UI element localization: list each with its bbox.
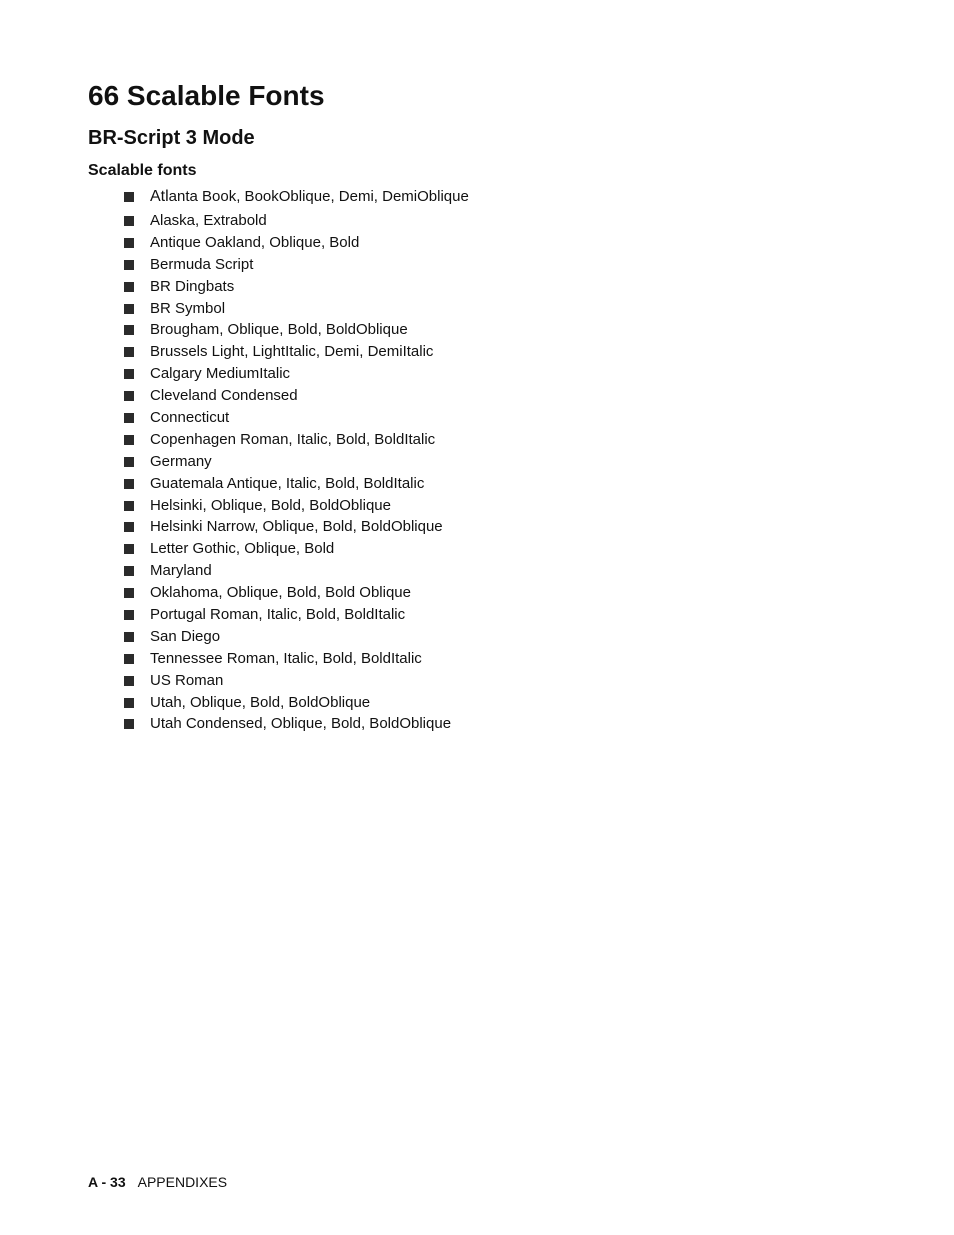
list-item-text: [150, 319, 408, 341]
list-item-text: [150, 298, 225, 320]
list-item-text-rest: Portugal Roman, Italic, Bold, BoldItalic: [150, 606, 406, 624]
black-square-bullet-icon: [124, 457, 134, 467]
list-item-text: [150, 713, 451, 735]
black-square-bullet-icon: [124, 435, 134, 445]
list-item-text-rest: anta Book, BookOblique, Demi, DemiOblique: [168, 188, 469, 205]
list-item-text: [150, 186, 469, 208]
list-item-text-lead: Atl: [150, 188, 169, 205]
black-square-bullet-icon: [124, 610, 134, 620]
black-square-bullet-icon: [124, 479, 134, 489]
list-item-text-rest: Tennessee Roman, Italic, Bold, BoldItalic: [150, 649, 422, 667]
list-item-text: [150, 582, 411, 604]
list-item-text-rest: BR Dingbats: [150, 277, 235, 295]
page-footer: [88, 1173, 227, 1191]
list-item-text: [150, 341, 433, 363]
list-item-text-rest: Utah Condensed, Oblique, Bold, BoldOblique: [150, 715, 452, 733]
list-item-text: [150, 429, 435, 451]
list-item-text-rest: Helsinki, Oblique, Bold, BoldOblique: [150, 496, 391, 514]
list-item-text: [150, 538, 334, 560]
page-title: 66 Scalable Fonts: [88, 80, 325, 111]
black-square-bullet-icon: [124, 501, 134, 511]
black-square-bullet-icon: [124, 719, 134, 729]
footer-section-name: APPENDIXES: [137, 1174, 228, 1190]
list-item-text: [150, 276, 234, 298]
black-square-bullet-icon: [124, 632, 134, 642]
list-item-text-rest: Antique Oakland, Oblique, Bold: [150, 233, 360, 251]
list-item-text: [150, 604, 405, 626]
list-item-text: [150, 626, 220, 648]
list-item-text-rest: Alaska, Extrabold: [150, 212, 267, 229]
black-square-bullet-icon: [124, 282, 134, 292]
list-item-text-rest: Brougham, Oblique, Bold, BoldOblique: [150, 321, 408, 339]
list-item-text-rest: Oklahoma, Oblique, Bold, Bold Oblique: [150, 584, 411, 602]
black-square-bullet-icon: [124, 192, 134, 202]
list-item-text-rest: US Roman: [150, 671, 224, 689]
list-item-text: [150, 516, 443, 538]
black-square-bullet-icon: [124, 588, 134, 598]
list-item-text: [150, 385, 298, 407]
list-item-text-rest: BR Symbol: [150, 299, 226, 317]
list-item-text: [150, 692, 370, 714]
black-square-bullet-icon: [124, 676, 134, 686]
list-item-text-rest: Guatemala Antique, Italic, Bold, BoldItalic: [150, 474, 425, 492]
black-square-bullet-icon: [124, 369, 134, 379]
black-square-bullet-icon: [124, 544, 134, 554]
list-item-text: [150, 363, 290, 385]
black-square-bullet-icon: [124, 566, 134, 576]
black-square-bullet-icon: [124, 260, 134, 270]
black-square-bullet-icon: [124, 413, 134, 423]
list-item-text-rest: Cleveland Condensed: [150, 387, 298, 405]
list-item-text: [150, 560, 212, 582]
black-square-bullet-icon: [124, 304, 134, 314]
black-square-bullet-icon: [124, 654, 134, 664]
list-item-text-rest: Bermuda Script: [150, 255, 254, 273]
black-square-bullet-icon: [124, 216, 134, 226]
list-item-text-rest: Utah, Oblique, Bold, BoldOblique: [150, 693, 371, 711]
list-item-text-rest: Brussels Light, LightItalic, Demi, DemiItalic: [150, 343, 434, 361]
list-item-text-rest: Helsinki Narrow, Oblique, Bold, BoldOblique: [150, 518, 443, 536]
list-item-text-rest: Copenhagen Roman, Italic, Bold, BoldItalic: [150, 430, 436, 448]
list-item-text-rest: Letter Gothic, Oblique, Bold: [150, 540, 335, 558]
list-item-text-rest: Connecticut: [150, 409, 230, 427]
list-item-text: [150, 254, 253, 276]
list-item-text: [150, 670, 223, 692]
black-square-bullet-icon: [124, 238, 134, 248]
list-item-text: [150, 210, 267, 232]
list-item-text-rest: Germany: [150, 452, 212, 470]
list-item-text: [150, 495, 391, 517]
black-square-bullet-icon: [124, 698, 134, 708]
black-square-bullet-icon: [124, 391, 134, 401]
black-square-bullet-icon: [124, 347, 134, 357]
section-title: BR-Script 3 Mode: [88, 127, 255, 149]
list-item-text: [150, 232, 359, 254]
list-item-text: [150, 407, 229, 429]
subsection-title: Scalable fonts: [88, 162, 197, 179]
black-square-bullet-icon: [124, 325, 134, 335]
list-item-text: [150, 648, 422, 670]
list-item-text: [150, 473, 424, 495]
list-item-text-rest: San Diego: [150, 627, 221, 645]
list-item-text: [150, 451, 212, 473]
black-square-bullet-icon: [124, 522, 134, 532]
list-item-text-rest: Maryland: [150, 562, 212, 580]
footer-page-number: A - 33: [88, 1174, 126, 1190]
list-item-text-rest: Calgary MediumItalic: [150, 365, 291, 383]
